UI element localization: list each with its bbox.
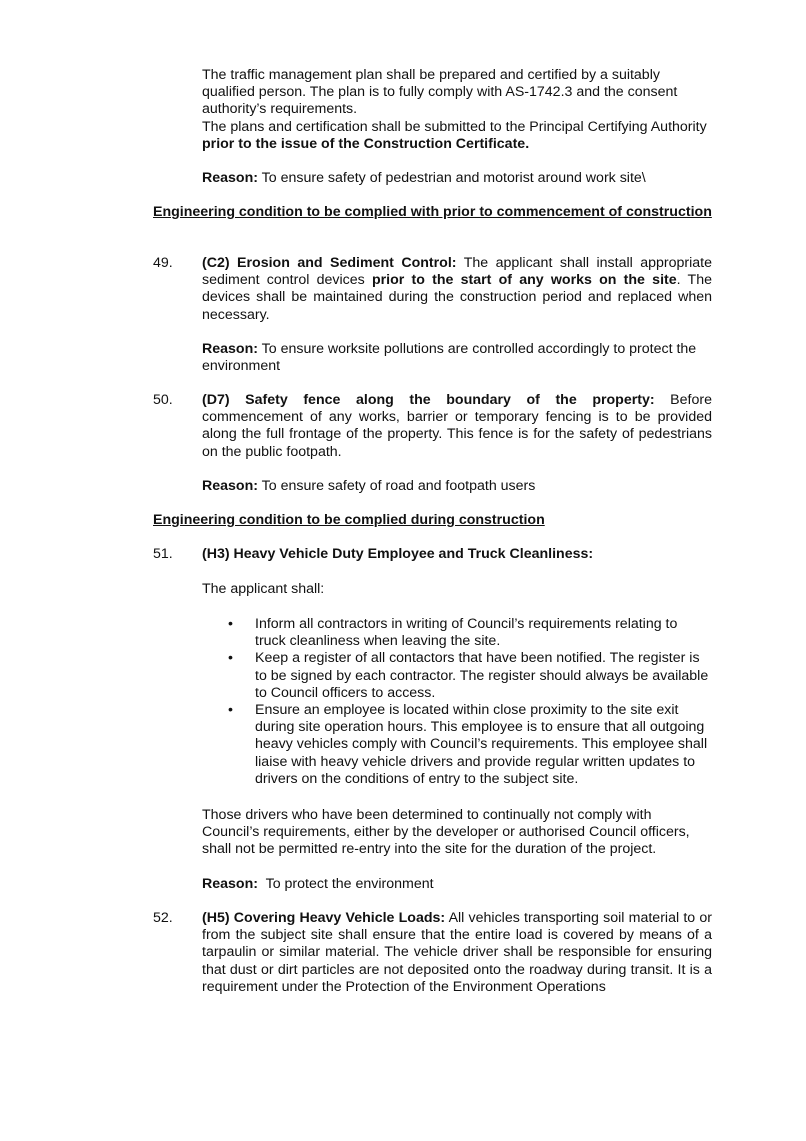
bullet-icon: • (228, 650, 233, 667)
section-heading-during-construction: Engineering condition to be complied during construction (153, 512, 545, 528)
condition-text-bold: prior to the start of any works on the site (371, 272, 677, 289)
condition-text: All vehicles transporting soil material to or from the subject site shall ensure that the entire load is covered by means of a tarpaulin or similar material. The vehicle driver shall be responsible for ensuring that dust or dirt particles are not deposited onto the roadway during transit. It is a requirement under the Protection of the Environment Operations (202, 910, 712, 995)
bullet-icon: • (228, 616, 233, 632)
condition-title: (H5) Covering Heavy Vehicle Loads: (202, 910, 446, 926)
list-item (202, 650, 712, 702)
reason-text: To protect the environment (257, 876, 434, 892)
condition-51-reason (202, 876, 712, 893)
intro-reason (202, 170, 712, 187)
condition-51-intro: The applicant shall: (202, 581, 325, 597)
list-item (202, 616, 712, 650)
condition-51-title (202, 546, 712, 563)
condition-number: 52. (153, 910, 173, 926)
condition-51-bullet-list (202, 616, 712, 788)
reason-text: To ensure safety of pedestrian and motorist around work site\ (257, 170, 646, 186)
reason-text: To ensure safety of road and footpath users (257, 478, 536, 494)
condition-50-body (202, 392, 712, 461)
condition-number: 51. (153, 546, 173, 562)
condition-number: 49. (153, 255, 173, 271)
bullet-text: Keep a register of all contactors that have been notified. The register is to be signed by each contractor. The register should always be available to Council officers to access. (255, 650, 709, 701)
reason-label: Reason: (202, 341, 258, 357)
condition-title: (D7) Safety fence along the boundary of the property: (202, 392, 655, 408)
intro-paragraph (202, 67, 712, 153)
intro-text-2: The plans and certification shall be submitted to the Principal Certifying Authority (202, 118, 707, 135)
condition-49-reason (202, 341, 702, 375)
list-item (202, 702, 712, 788)
intro-text-1: The traffic management plan shall be prepared and certified by a suitably qualified person. The plan is to fully comply with AS-1742.3 and the consent authority’s requirements. (202, 67, 678, 118)
condition-51-closing: Those drivers who have been determined to continually not comply with Council’s requirements, either by the developer or authorised Council officers, shall not be permitted re-entry into the site for the duration of the project. (202, 807, 690, 858)
condition-number: 50. (153, 392, 173, 408)
reason-label: Reason: (202, 876, 258, 892)
reason-text: To ensure worksite pollutions are controlled accordingly to protect the environment (202, 341, 697, 375)
reason-label: Reason: (202, 478, 258, 494)
condition-50-reason (202, 478, 712, 495)
bullet-text: Inform all contractors in writing of Council’s requirements relating to truck cleanliness when leaving the site. (255, 616, 678, 650)
condition-text: The applicant shall install appropriate sediment control devices (202, 255, 712, 289)
intro-text-2-bold: prior to the issue of the Construction Certificate. (202, 135, 530, 152)
condition-text: . The devices shall be maintained during the construction period and replaced when necessary. (202, 272, 712, 323)
section-heading-prior-commencement: Engineering condition to be complied with prior to commencement of construction (153, 204, 712, 220)
condition-text: Before commencement of any works, barrier or temporary fencing is to be provided along the full frontage of the property. This fence is for the safety of pedestrians on the public footpath. (202, 392, 712, 460)
condition-52-body (202, 910, 712, 996)
condition-title: (C2) Erosion and Sediment Control: (202, 255, 457, 271)
condition-title: (H3) Heavy Vehicle Duty Employee and Truck Cleanliness: (202, 546, 594, 562)
condition-49-body (202, 255, 712, 324)
bullet-text: Ensure an employee is located within close proximity to the site exit during site operation hours. This employee is to ensure that all outgoing heavy vehicles comply with Council’s requirements. This employee shall liaise with heavy vehicle drivers and provide regular written updates to drivers on the conditions of entry to the subject site. (255, 702, 708, 787)
reason-label: Reason: (202, 170, 258, 186)
bullet-icon: • (228, 702, 233, 719)
